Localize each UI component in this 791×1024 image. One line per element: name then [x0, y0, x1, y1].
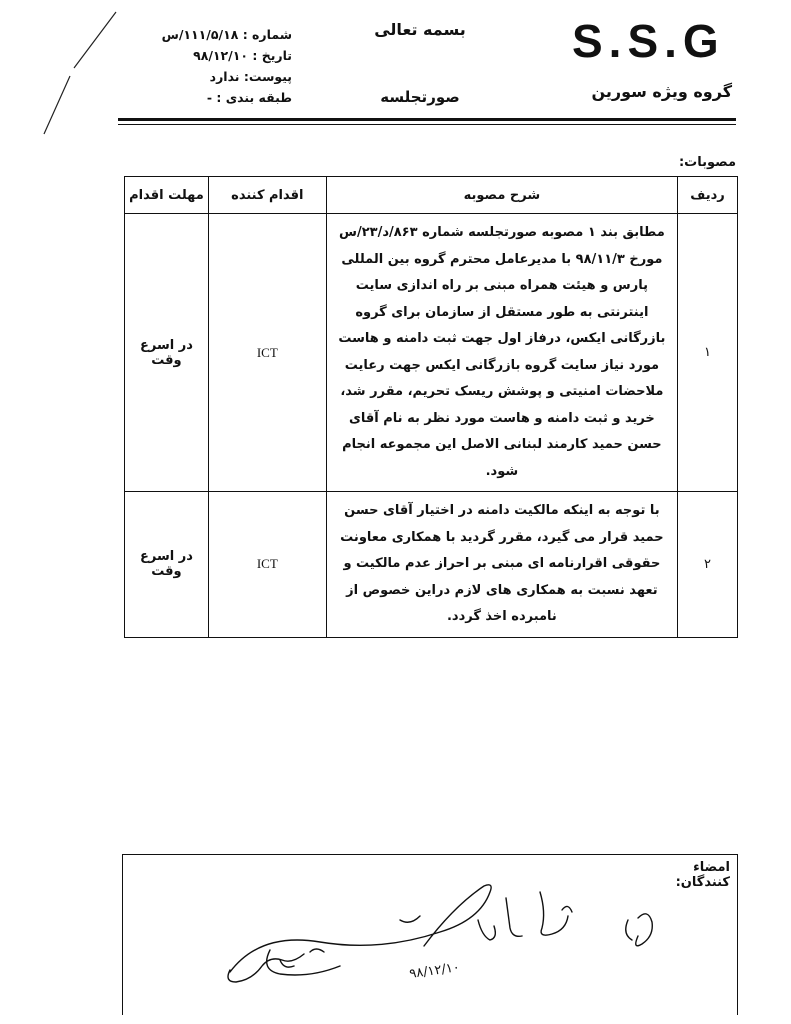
handwritten-date: ۹۸/۱۲/۱۰: [408, 960, 461, 982]
group-name: گروه ویژه سورین: [591, 82, 732, 101]
document-type-title: صورتجلسه: [380, 88, 460, 106]
resolutions-table: [124, 176, 738, 638]
table-row: [125, 492, 738, 638]
row-index: ۲: [678, 492, 738, 638]
letter-classification: طبقه بندی : -: [206, 90, 292, 105]
header-divider-thick: [118, 118, 736, 121]
row-deadline: در اسرع وقت: [125, 492, 209, 638]
column-header-deadline: مهلت اقدام: [125, 177, 209, 214]
row-description: با توجه به اینکه مالکیت دامنه در اختیار آقای حسن حمید قرار می گیرد، مقرر گردید با همکاری معاونت حقوقی اقرارنامه ای مبنی بر احراز عدم مالکیت و تعهد نسبت به همکاری های لازم دراین خصوص از نامبرده اخذ گردد.: [326, 492, 677, 638]
column-header-index: ردیف: [678, 177, 738, 214]
letter-number: شماره : ۱۱۱/۵/۱۸/س: [161, 27, 292, 42]
resolutions-title: مصوبات:: [678, 155, 736, 170]
row-deadline: در اسرع وقت: [125, 214, 209, 492]
handwritten-signatures: [210, 880, 690, 1010]
letter-date: تاریخ : ۹۸/۱۲/۱۰: [193, 48, 292, 63]
column-header-description: شرح مصوبه: [326, 177, 677, 214]
bismillah-heading: بسمه تعالی: [374, 20, 466, 39]
row-index: ۱: [678, 214, 738, 492]
margin-pen-stroke: [34, 8, 124, 138]
letter-attachment: پیوست: ندارد: [209, 69, 292, 84]
table-row: [125, 214, 738, 492]
header-divider-thin: [118, 124, 736, 125]
signatures-title: امضاء کنندگان:: [675, 860, 730, 890]
row-description: مطابق بند ۱ مصوبه صورتجلسه شماره ۸۶۳/د/۲۳/س مورخ ۹۸/۱۱/۳ با مدیرعامل محترم گروه بین المللی پارس و هیئت همراه مبنی بر راه اندازی سایت اینترنتی به طور مستقل از سازمان برای گروه بازرگانی ایکس، درفاز اول جهت ثبت دامنه و هاست مورد نیاز سایت گروه بازرگانی ایکس جهت رعایت ملاحضات امنیتی و پوشش ریسک تحریم، مقرر شد، خرید و ثبت دامنه و هاست مورد نظر به نام آقای حسن حمید کارمند لبنانی الاصل این مجموعه انجام شود.: [326, 214, 677, 492]
row-actor: ICT: [208, 214, 326, 492]
column-header-actor: اقدام کننده: [208, 177, 326, 214]
table-header-row: [125, 177, 738, 214]
company-logo: S.S.G: [572, 15, 725, 67]
row-actor: ICT: [208, 492, 326, 638]
